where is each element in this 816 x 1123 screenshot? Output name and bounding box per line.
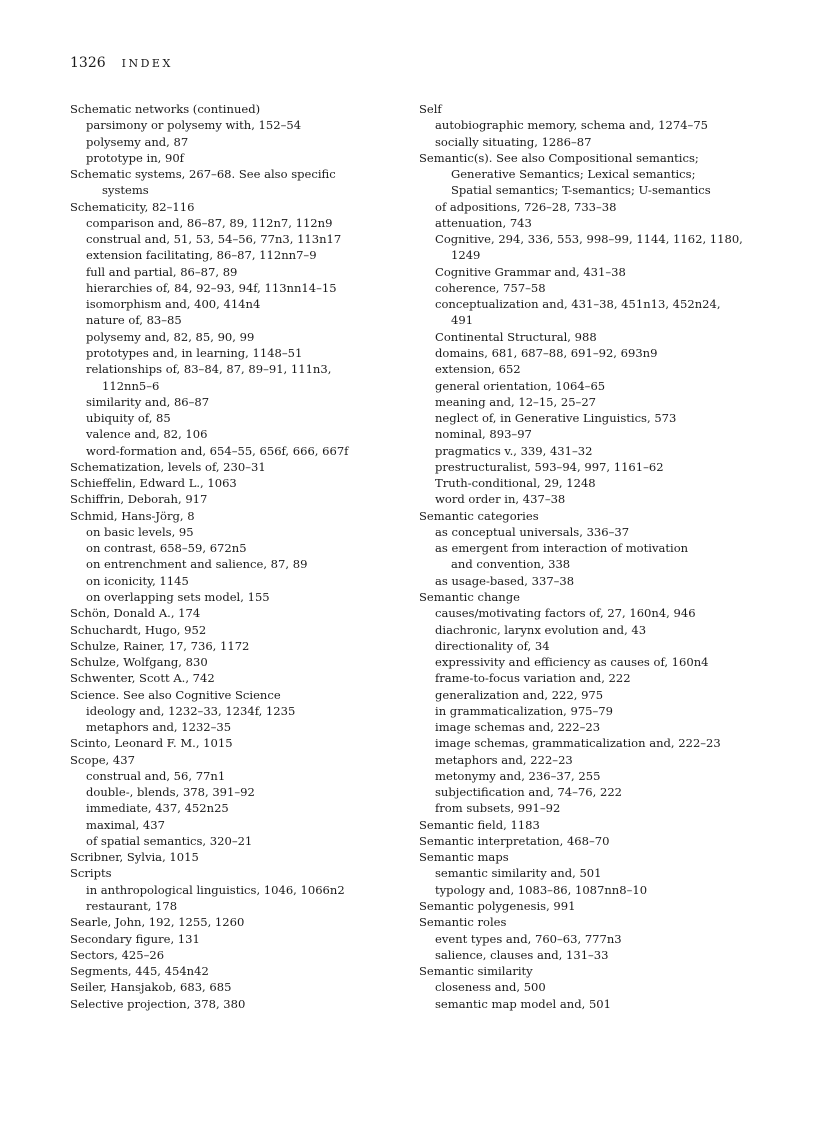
index-entry: Schematic networks (continued) bbox=[70, 102, 261, 116]
index-subentry: construal and, 51, 53, 54–56, 77n3, 113n17 bbox=[86, 232, 342, 247]
index-entry: Scinto, Leonard F. M., 1015 bbox=[70, 736, 233, 751]
index-entry: Semantic categories bbox=[419, 508, 539, 523]
page-number: 1326 bbox=[70, 55, 106, 71]
index-subentry: word-formation and, 654–55, 656f, 666, 667f bbox=[86, 443, 349, 458]
index-entry: Scripts bbox=[70, 866, 112, 881]
index-subentry: subjectification and, 74–76, 222 bbox=[435, 785, 623, 800]
index-subentry: maximal, 437 bbox=[86, 817, 165, 832]
index-subentry: word order in, 437–38 bbox=[435, 492, 566, 507]
index-subentry: double-, blends, 378, 391–92 bbox=[86, 785, 255, 800]
index-subentry: extension facilitating, 86–87, 112nn7–9 bbox=[86, 248, 317, 263]
index-entry: Semantic change bbox=[419, 589, 520, 604]
index-subentry: restaurant, 178 bbox=[86, 899, 178, 914]
index-subentry: Continental Structural, 988 bbox=[435, 329, 597, 344]
index-subentry: Cognitive Grammar and, 431–38 bbox=[435, 264, 626, 279]
index-subentry: 1249 bbox=[451, 248, 481, 263]
index-subentry: 491 bbox=[451, 313, 474, 328]
index-subentry: conceptualization and, 431–38, 451n13, 452n24, bbox=[435, 297, 721, 312]
index-subentry: ubiquity of, 85 bbox=[86, 411, 171, 426]
index-entry: Sectors, 425–26 bbox=[70, 947, 165, 962]
index-subentry: semantic map model and, 501 bbox=[435, 996, 611, 1011]
index-entry: Schön, Donald A., 174 bbox=[70, 606, 201, 621]
index-subentry: 112nn5–6 bbox=[102, 378, 160, 393]
index-subentry: full and partial, 86–87, 89 bbox=[86, 264, 238, 279]
index-entry: Self bbox=[419, 102, 442, 116]
index-subentry: closeness and, 500 bbox=[435, 980, 546, 995]
index-entry: Semantic(s). See also Compositional semantics; bbox=[419, 150, 699, 165]
index-subentry: on entrenchment and salience, 87, 89 bbox=[86, 557, 308, 572]
index-subentry: systems bbox=[102, 183, 149, 198]
index-subentry: image schemas, grammaticalization and, 222–23 bbox=[435, 736, 721, 751]
index-subentry: as conceptual universals, 336–37 bbox=[435, 524, 630, 539]
index-entry: Scope, 437 bbox=[70, 752, 135, 767]
index-subentry: in grammaticalization, 975–79 bbox=[435, 703, 613, 718]
index-entry: Science. See also Cognitive Science bbox=[70, 687, 281, 702]
index-entry: Schematicity, 82–116 bbox=[70, 199, 195, 214]
running-header bbox=[70, 54, 173, 73]
index-subentry: similarity and, 86–87 bbox=[86, 394, 210, 409]
index-subentry: relationships of, 83–84, 87, 89–91, 111n3, bbox=[86, 362, 332, 377]
index-subentry: nominal, 893–97 bbox=[435, 427, 532, 442]
index-subentry: expressivity and efficiency as causes of, 160n4 bbox=[435, 655, 709, 670]
index-subentry: comparison and, 86–87, 89, 112n7, 112n9 bbox=[86, 215, 333, 230]
index-subentry: general orientation, 1064–65 bbox=[435, 378, 606, 393]
index-entry: Schieffelin, Edward L., 1063 bbox=[70, 476, 237, 491]
index-entry: Segments, 445, 454n42 bbox=[70, 964, 209, 979]
index-subentry: on overlapping sets model, 155 bbox=[86, 589, 270, 604]
index-subentry: in anthropological linguistics, 1046, 1066n2 bbox=[86, 882, 345, 897]
index-subentry: as emergent from interaction of motivation bbox=[435, 541, 689, 556]
index-subentry: and convention, 338 bbox=[451, 557, 571, 572]
index-subentry: immediate, 437, 452n25 bbox=[86, 801, 229, 816]
index-subentry: pragmatics v., 339, 431–32 bbox=[435, 443, 593, 458]
index-subentry: attenuation, 743 bbox=[435, 215, 532, 230]
index-entry: Schmid, Hans-Jörg, 8 bbox=[70, 508, 195, 523]
index-subentry: polysemy and, 82, 85, 90, 99 bbox=[86, 329, 255, 344]
index-subentry: of adpositions, 726–28, 733–38 bbox=[435, 199, 617, 214]
index-subentry: typology and, 1083–86, 1087nn8–10 bbox=[435, 882, 648, 897]
index-entry: Semantic polygenesis, 991 bbox=[419, 899, 576, 914]
index-subentry: image schemas and, 222–23 bbox=[435, 720, 601, 735]
index-entry: Semantic similarity bbox=[419, 964, 533, 979]
index-subentry: metaphors and, 222–23 bbox=[435, 752, 573, 767]
right-index-column bbox=[419, 101, 759, 1012]
index-subentry: Cognitive, 294, 336, 553, 998–99, 1144, 1162, 1180, bbox=[435, 232, 743, 247]
index-subentry: Truth-conditional, 29, 1248 bbox=[435, 476, 596, 491]
index-subentry: on contrast, 658–59, 672n5 bbox=[86, 541, 247, 556]
index-subentry: prestructuralist, 593–94, 997, 1161–62 bbox=[435, 459, 664, 474]
index-subentry: prototypes and, in learning, 1148–51 bbox=[86, 345, 303, 360]
index-entry: Schulze, Rainer, 17, 736, 1172 bbox=[70, 638, 250, 653]
index-subentry: generalization and, 222, 975 bbox=[435, 687, 604, 702]
index-entry: Secondary figure, 131 bbox=[70, 931, 200, 946]
left-index-column bbox=[70, 101, 405, 1012]
index-subentry: as usage-based, 337–38 bbox=[435, 573, 575, 588]
index-entry: Schematization, levels of, 230–31 bbox=[70, 459, 266, 474]
index-entry: Schematic systems, 267–68. See also specific bbox=[70, 167, 336, 182]
index-entry: Semantic field, 1183 bbox=[419, 817, 540, 832]
index-subentry: of spatial semantics, 320–21 bbox=[86, 833, 253, 848]
index-entry: Schwenter, Scott A., 742 bbox=[70, 671, 215, 686]
index-subentry: meaning and, 12–15, 25–27 bbox=[435, 394, 597, 409]
index-subentry: Generative Semantics; Lexical semantics; bbox=[451, 167, 696, 182]
index-subentry: Spatial semantics; T-semantics; U-semantics bbox=[451, 183, 711, 198]
index-subentry: metaphors and, 1232–35 bbox=[86, 720, 232, 735]
running-title: INDEX bbox=[121, 57, 173, 70]
index-entry: Scribner, Sylvia, 1015 bbox=[70, 850, 199, 865]
index-subentry: parsimony or polysemy with, 152–54 bbox=[86, 118, 302, 133]
index-subentry: neglect of, in Generative Linguistics, 573 bbox=[435, 411, 677, 426]
index-subentry: prototype in, 90f bbox=[86, 150, 184, 165]
index-entry: Semantic roles bbox=[419, 915, 507, 930]
index-entry: Seiler, Hansjakob, 683, 685 bbox=[70, 980, 232, 995]
index-subentry: construal and, 56, 77n1 bbox=[86, 768, 226, 783]
index-entry: Selective projection, 378, 380 bbox=[70, 996, 246, 1011]
index-subentry: valence and, 82, 106 bbox=[86, 427, 208, 442]
index-subentry: on iconicity, 1145 bbox=[86, 573, 189, 588]
index-subentry: on basic levels, 95 bbox=[86, 524, 194, 539]
index-subentry: directionality of, 34 bbox=[435, 638, 550, 653]
index-subentry: event types and, 760–63, 777n3 bbox=[435, 931, 622, 946]
index-subentry: ideology and, 1232–33, 1234f, 1235 bbox=[86, 703, 296, 718]
index-subentry: domains, 681, 687–88, 691–92, 693n9 bbox=[435, 345, 658, 360]
index-entry: Semantic maps bbox=[419, 850, 509, 865]
index-subentry: salience, clauses and, 131–33 bbox=[435, 947, 609, 962]
index-subentry: socially situating, 1286–87 bbox=[435, 134, 592, 149]
index-entry: Semantic interpretation, 468–70 bbox=[419, 833, 610, 848]
index-subentry: frame-to-focus variation and, 222 bbox=[435, 671, 631, 686]
index-subentry: isomorphism and, 400, 414n4 bbox=[86, 297, 261, 312]
index-entry: Searle, John, 192, 1255, 1260 bbox=[70, 915, 245, 930]
index-entry: Schuchardt, Hugo, 952 bbox=[70, 622, 207, 637]
index-subentry: polysemy and, 87 bbox=[86, 134, 189, 149]
index-subentry: semantic similarity and, 501 bbox=[435, 866, 602, 881]
index-subentry: extension, 652 bbox=[435, 362, 521, 377]
index-subentry: causes/motivating factors of, 27, 160n4, 946 bbox=[435, 606, 696, 621]
index-subentry: metonymy and, 236–37, 255 bbox=[435, 768, 601, 783]
index-subentry: coherence, 757–58 bbox=[435, 280, 546, 295]
index-entry: Schulze, Wolfgang, 830 bbox=[70, 655, 208, 670]
index-subentry: nature of, 83–85 bbox=[86, 313, 182, 328]
index-subentry: diachronic, larynx evolution and, 43 bbox=[435, 622, 647, 637]
index-subentry: autobiographic memory, schema and, 1274–75 bbox=[435, 118, 709, 133]
index-entry: Schiffrin, Deborah, 917 bbox=[70, 492, 208, 507]
index-subentry: from subsets, 991–92 bbox=[435, 801, 561, 816]
index-subentry: hierarchies of, 84, 92–93, 94f, 113nn14–15 bbox=[86, 280, 337, 295]
